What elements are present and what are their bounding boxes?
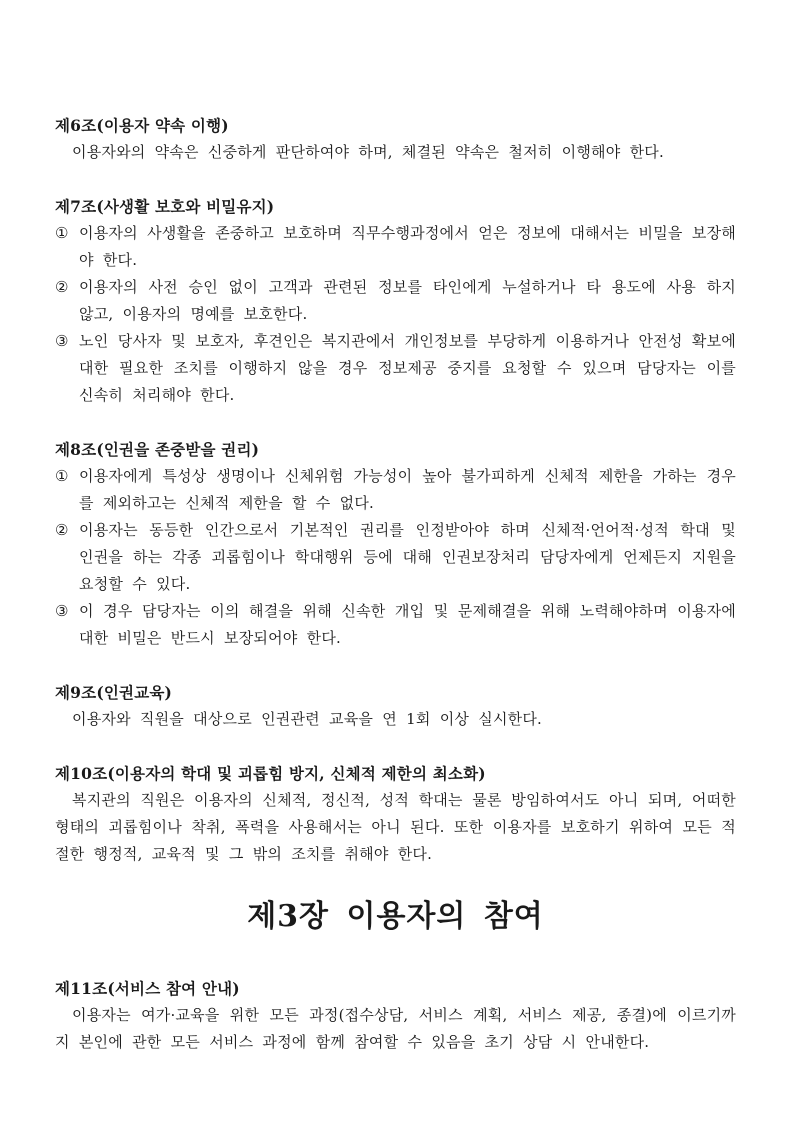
paragraph: 이용자와 직원을 대상으로 인권관련 교육을 연 1회 이상 실시한다.: [72, 710, 542, 728]
clause-item: [55, 517, 736, 598]
clause-text: 이용자는 동등한 인간으로서 기본적인 권리를 인정받아야 하며 신체적·언어적·성적 학대 및 인권을 하는 각종 괴롭힘이나 학대행위 등에 대해 인권보장처리 담당자에게 언제든지 지원을 요청할 수 있다.: [79, 521, 736, 593]
clause-marker: ①: [55, 224, 69, 242]
clause-item: [55, 274, 736, 328]
article-heading: 제10조(이용자의 학대 및 괴롭힘 방지, 신체적 제한의 최소화): [55, 764, 486, 783]
article-6: [55, 112, 736, 166]
clause-marker: ③: [55, 332, 69, 350]
clause-text: 노인 당사자 및 보호자, 후견인은 복지관에서 개인정보를 부당하게 이용하거나 안전성 확보에 대한 필요한 조치를 이행하지 않을 경우 정보제공 중지를 요청할 수 있으며 담당자는 이를 신속히 처리해야 한다.: [79, 332, 736, 404]
clause-item: [55, 220, 736, 274]
article-9: [55, 679, 736, 733]
paragraph: 이용자는 여가·교육을 위한 모든 과정(접수상담, 서비스 계획, 서비스 제공, 종결)에 이르기까지 본인에 관한 모든 서비스 과정에 함께 참여할 수 있음을 초기 상담 시 안내한다.: [55, 1006, 736, 1051]
paragraph: 복지관의 직원은 이용자의 신체적, 정신적, 성적 학대는 물론 방임하여서도 아니 되며, 어떠한 형태의 괴롭힘이나 착취, 폭력을 사용해서는 아니 된다. 또한 이용자를 보호하기 위하여 모든 적절한 행정적, 교육적 및 그 밖의 조치를 취해야 한다.: [55, 791, 736, 863]
clause-item: [55, 328, 736, 409]
article-10: [55, 760, 736, 868]
article-11: [55, 975, 736, 1056]
clause-marker: ③: [55, 602, 69, 620]
document-body: [55, 112, 736, 1056]
article-heading: 제6조(이용자 약속 이행): [55, 116, 229, 135]
article-8: [55, 436, 736, 652]
article-heading: 제11조(서비스 참여 안내): [55, 979, 240, 998]
article-heading: 제7조(사생활 보호와 비밀유지): [55, 197, 275, 216]
chapter-heading: 제3장 이용자의 참여: [247, 899, 544, 934]
clause-text: 이용자에게 특성상 생명이나 신체위험 가능성이 높아 불가피하게 신체적 제한을 가하는 경우를 제외하고는 신체적 제한을 할 수 없다.: [79, 467, 736, 512]
clause-text: 이용자의 사생활을 존중하고 보호하며 직무수행과정에서 얻은 정보에 대해서는 비밀을 보장해야 한다.: [79, 224, 736, 269]
clause-item: [55, 463, 736, 517]
clause-marker: ②: [55, 521, 69, 539]
clause-marker: ②: [55, 278, 69, 296]
article-7: [55, 193, 736, 409]
clause-text: 이 경우 담당자는 이의 해결을 위해 신속한 개입 및 문제해결을 위해 노력해야하며 이용자에 대한 비밀은 반드시 보장되어야 한다.: [79, 602, 736, 647]
clause-marker: ①: [55, 467, 69, 485]
article-heading: 제8조(인권을 존중받을 권리): [55, 440, 260, 459]
paragraph: 이용자와의 약속은 신중하게 판단하여야 하며, 체결된 약속은 철저히 이행해야 한다.: [72, 143, 664, 161]
article-heading: 제9조(인권교육): [55, 683, 173, 702]
clause-item: [55, 598, 736, 652]
clause-text: 이용자의 사전 승인 없이 고객과 관련된 정보를 타인에게 누설하거나 타 용도에 사용 하지 않고, 이용자의 명예를 보호한다.: [79, 278, 736, 323]
